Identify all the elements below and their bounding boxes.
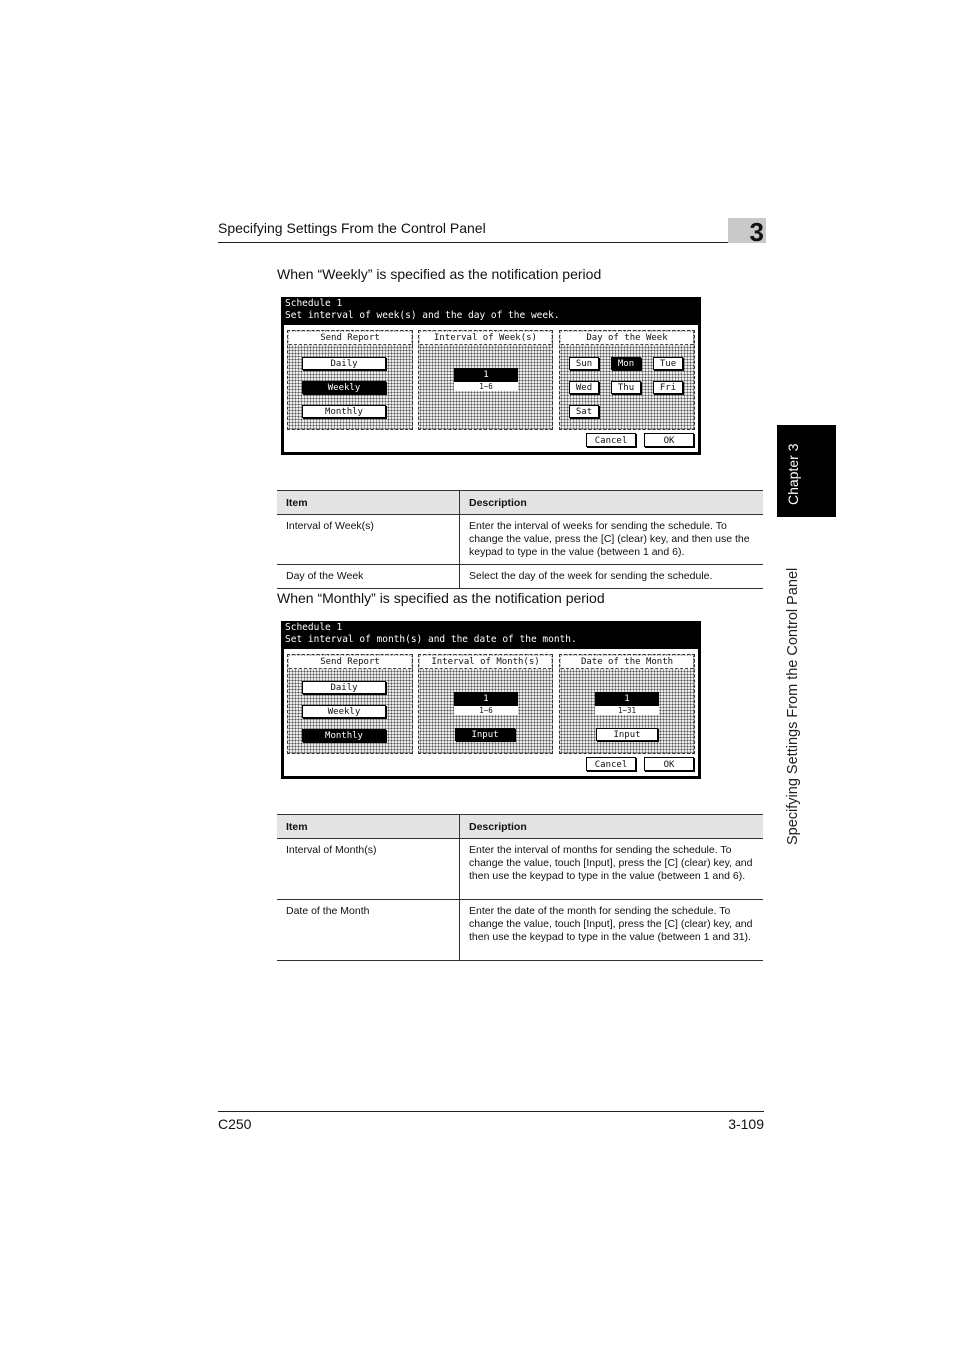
monthly-table (277, 814, 763, 961)
day-wed-button[interactable]: Wed (569, 381, 599, 394)
interval-week-panel (418, 330, 553, 430)
weekly-table (277, 490, 763, 589)
weekly-caption: When “Weekly” is specified as the notification period (277, 266, 602, 282)
date-of-month-panel (559, 654, 695, 754)
interval-month-heading: Interval of Month(s) (420, 656, 551, 669)
weekly-button[interactable]: Weekly (302, 705, 386, 718)
interval-value: 1 (454, 692, 518, 706)
screen-title: Schedule 1 Set interval of week(s) and the day of the week. (285, 298, 560, 321)
send-report-heading: Send Report (289, 332, 411, 345)
table-row (277, 565, 763, 589)
send-report-panel (287, 330, 413, 430)
date-input-button[interactable]: Input (596, 728, 658, 741)
day-of-week-heading: Day of the Week (561, 332, 693, 345)
table-cell-description: Select the day of the week for sending the schedule. (460, 565, 764, 589)
interval-week-heading: Interval of Week(s) (420, 332, 551, 345)
table-header-row (277, 815, 763, 839)
footer-page-number: 3-109 (728, 1116, 764, 1132)
table-cell-item: Day of the Week (277, 565, 460, 589)
monthly-button[interactable]: Monthly (302, 405, 386, 418)
day-fri-button[interactable]: Fri (653, 381, 683, 394)
day-sun-button[interactable]: Sun (569, 357, 599, 370)
day-tue-button[interactable]: Tue (653, 357, 683, 370)
page-header-title: Specifying Settings From the Control Panel (218, 220, 486, 236)
column-header-description: Description (460, 491, 764, 515)
daily-button[interactable]: Daily (302, 681, 386, 694)
ok-button[interactable]: OK (644, 433, 694, 447)
ok-button[interactable]: OK (644, 757, 694, 771)
interval-range: 1~6 (454, 382, 518, 391)
send-report-panel (287, 654, 413, 754)
table-cell-description: Enter the interval of months for sending the schedule. To change the value, touch [Input], press the [C] (clear) key, and then use the keypad to type in the value (between 1 and 6). (460, 839, 764, 900)
table-cell-item: Interval of Week(s) (277, 515, 460, 565)
chapter-number: 3 (749, 217, 764, 247)
cancel-button[interactable]: Cancel (586, 757, 636, 771)
date-of-month-heading: Date of the Month (561, 656, 693, 669)
table-cell-item: Interval of Month(s) (277, 839, 460, 900)
interval-input-button[interactable]: Input (455, 728, 515, 741)
monthly-caption: When “Monthly” is specified as the notification period (277, 590, 605, 606)
daily-button[interactable]: Daily (302, 357, 386, 370)
table-cell-description: Enter the interval of weeks for sending the schedule. To change the value, press the [C] (clear) key, and then use the keypad to type in the value (between 1 and 6). (460, 515, 764, 565)
monthly-screen (281, 621, 701, 779)
header-rule (218, 242, 764, 243)
monthly-button[interactable]: Monthly (302, 729, 386, 742)
date-value: 1 (595, 692, 659, 706)
column-header-item: Item (277, 491, 460, 515)
day-mon-button[interactable]: Mon (611, 357, 641, 370)
footer-model: C250 (218, 1116, 252, 1132)
cancel-button[interactable]: Cancel (586, 433, 636, 447)
day-thu-button[interactable]: Thu (611, 381, 641, 394)
day-of-week-panel (559, 330, 695, 430)
side-tab-chapter: Chapter 3 (785, 443, 801, 505)
footer-rule (218, 1111, 764, 1112)
column-header-item: Item (277, 815, 460, 839)
table-row (277, 515, 763, 565)
weekly-screen (281, 297, 701, 455)
table-row (277, 900, 763, 961)
interval-value[interactable]: 1 (454, 368, 518, 382)
send-report-heading: Send Report (289, 656, 411, 669)
date-range: 1~31 (595, 706, 659, 715)
day-sat-button[interactable]: Sat (569, 405, 599, 418)
table-row (277, 839, 763, 900)
column-header-description: Description (460, 815, 764, 839)
weekly-button[interactable]: Weekly (302, 381, 386, 394)
interval-month-panel (418, 654, 553, 754)
side-tab-title: Specifying Settings From the Control Panel (785, 567, 801, 845)
table-cell-description: Enter the date of the month for sending the schedule. To change the value, touch [Input], press the [C] (clear) key, and then use the keypad to type in the value (between 1 and 31). (460, 900, 764, 961)
screen-title: Schedule 1 Set interval of month(s) and the date of the month. (285, 622, 577, 645)
table-cell-item: Date of the Month (277, 900, 460, 961)
table-header-row (277, 491, 763, 515)
interval-range: 1~6 (454, 706, 518, 715)
